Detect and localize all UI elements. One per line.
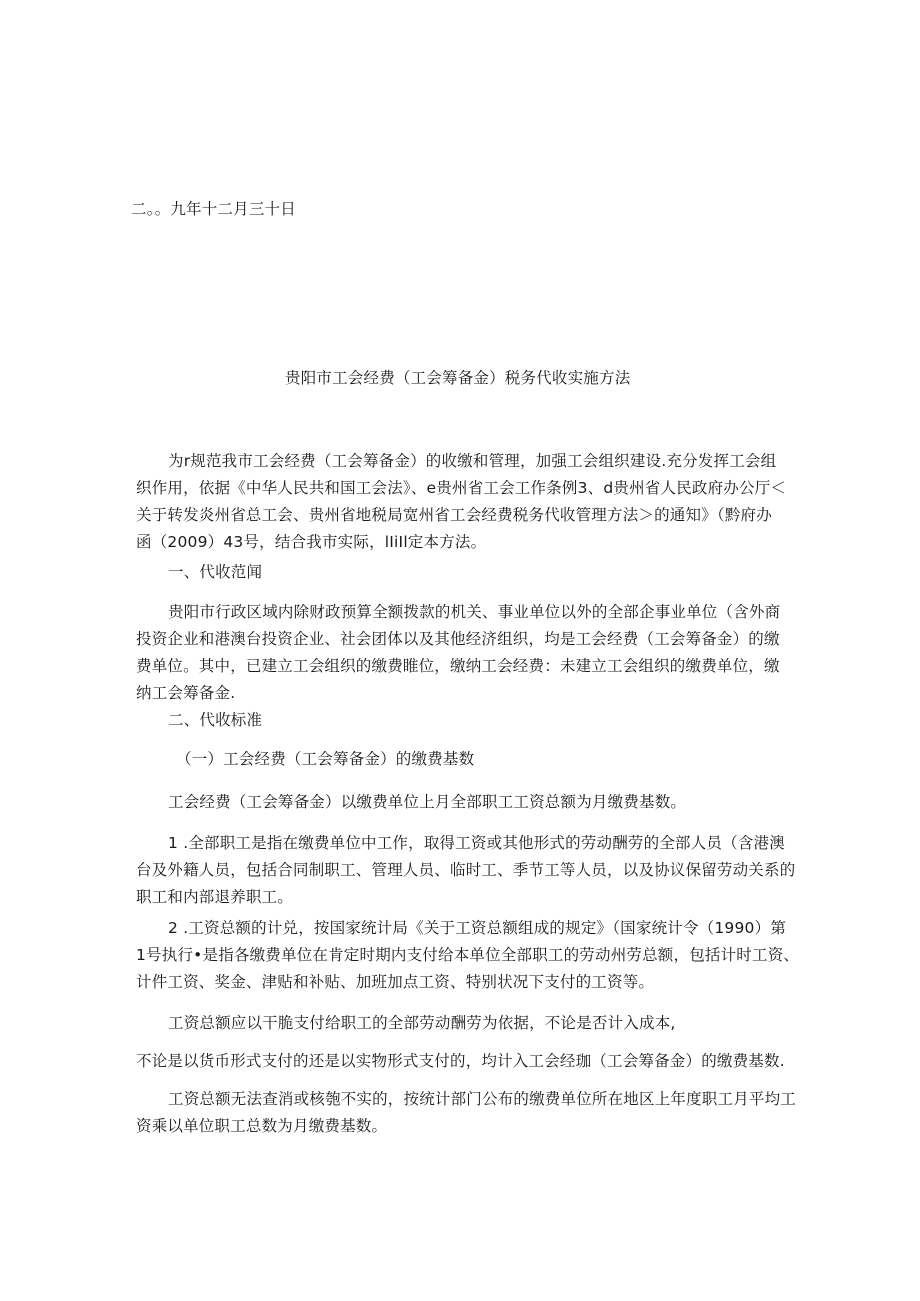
paragraph-line: 工资总额应以干脆支付给职工的全部劳动酬劳为依据，不论是否计入成本,	[168, 1014, 676, 1032]
paragraph-line: 贵阳市行政区域内除财政预算全额拨款的机关、事业单位以外的全部企事业单位（含外商	[168, 603, 781, 621]
section-heading: 二、代收标准	[168, 711, 263, 729]
paragraph-line: 资乘以单位职工总数为月缴费基数。	[136, 1117, 388, 1135]
intro-paragraph	[136, 448, 786, 556]
paragraph-line: 计件工资、奖金、津贴和补贴、加班加点工资、特别状况下支付的工资等。	[136, 973, 655, 991]
paragraph-line: 不论是以货币形式支付的还是以实物形式支付的，均计入工会经珈（工会筹备金）的缴费基数.	[136, 1052, 785, 1070]
item-1-paragraph	[136, 830, 795, 911]
paragraph-line: 台及外籍人员，包括合同制职工、管理人员、临时工、季节工等人员，以及协议保留劳动关系的	[136, 861, 796, 879]
document-title: 贵阳市工会经费（工会筹备金）税务代收实施方法	[285, 369, 631, 387]
paragraph-line: 2 .工资总额的计兑，按国家统计局《关于工资总额组成的规定》（国家统计令（1990）第	[168, 919, 787, 937]
paragraph-line: 工资总额无法查消或核匏不实的，按统计部门公布的缴费单位所在地区上年度职工月平均工	[168, 1090, 797, 1108]
paragraph-line: 关于转发炎州省总工会、贵州省地税局宽州省工会经费税务代收管理方法＞的通知》（黔府办	[136, 506, 772, 524]
document-date: 二。。九年十二月三十日	[131, 200, 296, 218]
paragraph-line: 工会经费（工会筹备金）以缴费单位上月全部职工工资总额为月缴费基数。	[168, 793, 687, 811]
paragraph-line: 1 .全部职工是指在缴费单位中工作，取得工资或其他形式的劳动酬劳的全部人员（含港澳	[168, 834, 785, 852]
scope-paragraph	[136, 599, 780, 707]
item-2-paragraph	[136, 915, 799, 996]
paragraph-line: 织作用，依据《中华人民共和国工会法》、e贵州省工会工作条例3、d贵州省人民政府办公厅＜	[136, 479, 787, 497]
paragraph-line: 费单位。其中，已建立工会组织的缴费睢位，缴纳工会经费：未建立工会组织的缴费单位，缴	[136, 657, 780, 675]
paragraph-line: 1号执行•是指各缴费单位在肯定时期内支付给本单位全部职工的劳动州劳总额，包括计时工资、	[136, 946, 800, 964]
paragraph-line: 职工和内部退养职工。	[136, 888, 294, 906]
section-heading: 一、代收范闻	[168, 563, 263, 581]
paragraph-line: 投资企业和港澳台投资企业、社会团体以及其他经济组织，均是工会经费（工会筹备金）的缴	[136, 630, 780, 648]
paragraph-line: 为r规范我市工会经费（工会筹备金）的收缴和管理，加强工会组织建设.充分发挥工会组	[168, 452, 777, 470]
paragraph-line: 函（2009）43号，结合我市实际，lIiIl定本方法。	[136, 533, 487, 551]
subsection-heading: （一）工会经费（工会筹备金）的缴费基数	[176, 750, 475, 768]
fallback-paragraph	[136, 1086, 796, 1140]
paragraph-line: 纳工会筹备金.	[136, 684, 236, 702]
